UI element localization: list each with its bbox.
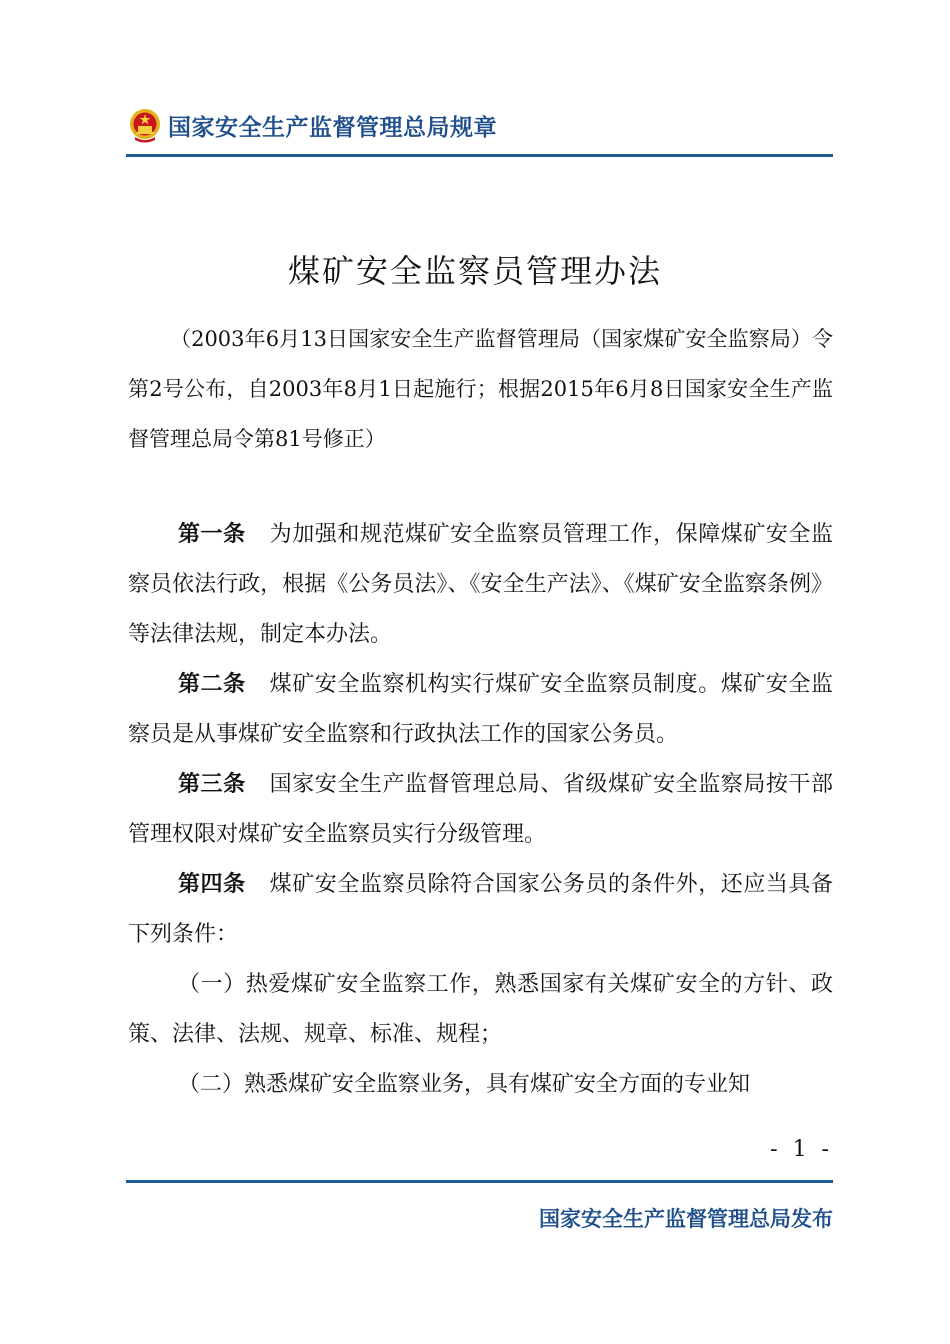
article-label: 第三条	[178, 772, 246, 797]
article-label: 第四条	[178, 872, 246, 897]
list-item: （二）熟悉煤矿安全监察业务，具有煤矿安全方面的专业知	[178, 1072, 751, 1097]
document-preamble: （2003年6月13日国家安全生产监督管理局（国家煤矿安全监察局）令第2号公布，自2003年8月1日起施行；根据2015年6月8日国家安全生产监督管理总局令第81号修正）	[128, 327, 833, 451]
header-title: 国家安全生产监督管理总局规章	[168, 114, 497, 141]
page-header	[128, 100, 833, 150]
article-label: 第二条	[178, 672, 246, 697]
page-number: - 1 -	[770, 1137, 833, 1162]
article-text: 煤矿安全监察机构实行煤矿安全监察员制度。煤矿安全监察员是从事煤矿安全监察和行政执法工作的国家公务员。	[128, 672, 833, 747]
article-text: 为加强和规范煤矿安全监察员管理工作，保障煤矿安全监察员依法行政，根据《公务员法》、《安全生产法》、《煤矿安全监察条例》等法律法规，制定本办法。	[128, 522, 833, 647]
article-1	[128, 510, 833, 660]
article-3	[128, 760, 833, 860]
footer-publisher: 国家安全生产监督管理总局发布	[539, 1207, 833, 1231]
national-emblem-icon	[128, 105, 162, 145]
document-body	[128, 510, 833, 1110]
list-item: （一）热爱煤矿安全监察工作，熟悉国家有关煤矿安全的方针、政策、法律、法规、规章、标准、规程；	[128, 972, 833, 1047]
article-2	[128, 660, 833, 760]
article-text: 煤矿安全监察员除符合国家公务员的条件外，还应当具备下列条件：	[128, 872, 833, 947]
footer-divider	[126, 1180, 833, 1183]
header-divider	[126, 154, 833, 157]
document-title: 煤矿安全监察员管理办法	[287, 252, 662, 291]
article-4	[128, 860, 833, 960]
article-text: 国家安全生产监督管理总局、省级煤矿安全监察局按干部管理权限对煤矿安全监察员实行分级管理。	[128, 772, 833, 847]
article-label: 第一条	[178, 522, 246, 547]
